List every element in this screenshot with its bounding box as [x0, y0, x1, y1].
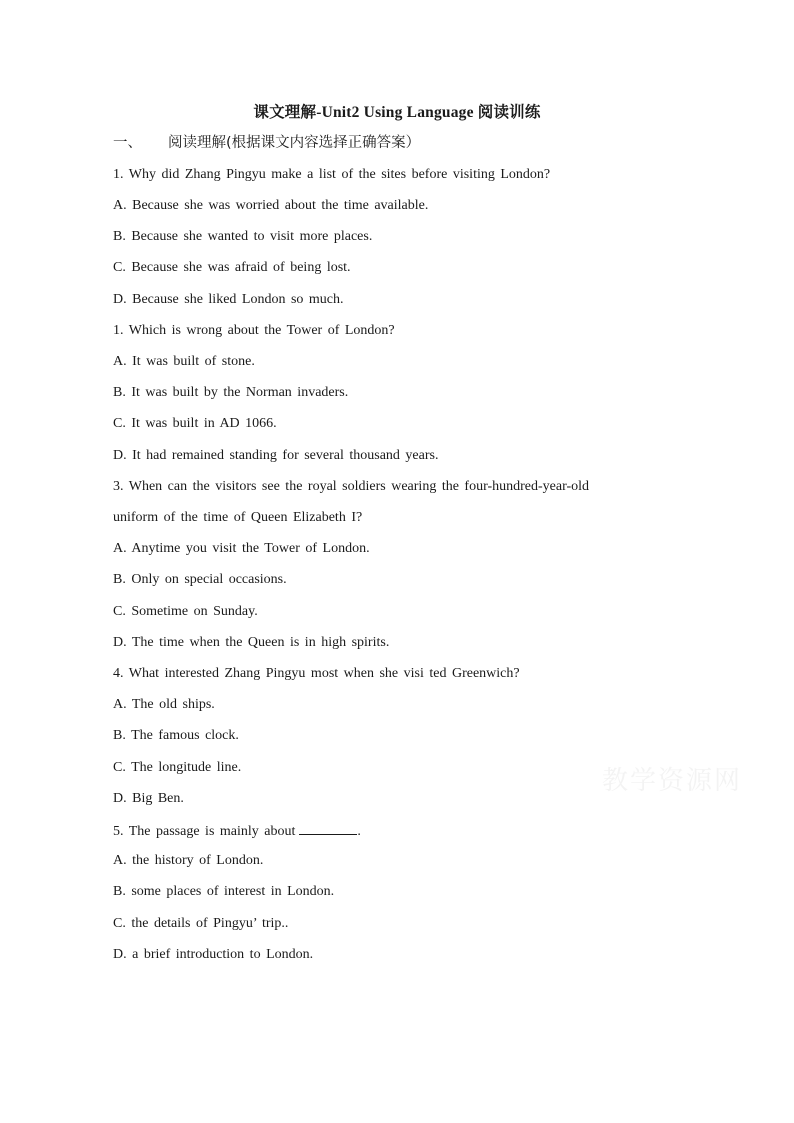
question-3-option-a: A. Anytime you visit the Tower of London. [113, 541, 370, 556]
question-1-stem: 1. Why did Zhang Pingyu make a list of the sites before visiting London? [113, 167, 551, 182]
question-4-option-c: C. The longitude line. [113, 760, 242, 775]
question-2-option-a: A. It was built of stone. [113, 354, 255, 369]
document-title: 课文理解-Unit2 Using Language 阅读训练 [253, 104, 541, 121]
question-5-option-b: B. some places of interest in London. [113, 884, 335, 899]
question-5-option-a: A. the history of London. [113, 853, 264, 868]
question-1-option-a: A. Because she was worried about the time available. [113, 198, 429, 213]
section-label: 阅读理解(根据课文内容选择正确答案） [168, 135, 421, 151]
question-4-option-b: B. The famous clock. [113, 728, 239, 743]
answer-blank [299, 821, 357, 835]
question-5-stem-tail: . [357, 824, 361, 839]
question-2-option-d: D. It had remained standing for several thousand years. [113, 448, 439, 463]
question-5-stem-text: 5. The passage is mainly about [113, 824, 296, 839]
question-5-option-c: C. the details of Pingyu’ trip.. [113, 916, 289, 931]
question-3-stem-continued: uniform of the time of Queen Elizabeth I? [113, 510, 363, 525]
section-heading [113, 133, 420, 153]
question-3-option-d: D. The time when the Queen is in high spirits. [113, 635, 390, 650]
question-5-option-d: D. a brief introduction to London. [113, 947, 314, 962]
question-3-option-c: C. Sometime on Sunday. [113, 604, 258, 619]
question-3-option-b: B. Only on special occasions. [113, 572, 287, 587]
watermark: 教学资源网 [602, 766, 743, 796]
question-1-option-b: B. Because she wanted to visit more places. [113, 229, 373, 244]
question-2-option-b: B. It was built by the Norman invaders. [113, 385, 349, 400]
question-5-stem [113, 821, 361, 841]
question-4-stem: 4. What interested Zhang Pingyu most when she visi ted Greenwich? [113, 666, 520, 681]
question-2-option-c: C. It was built in AD 1066. [113, 416, 277, 431]
question-4-option-a: A. The old ships. [113, 697, 215, 712]
question-4-option-d: D. Big Ben. [113, 791, 184, 806]
question-3-stem: 3. When can the visitors see the royal soldiers wearing the four-hundred-year-old [113, 479, 590, 494]
question-1-option-d: D. Because she liked London so much. [113, 292, 344, 307]
question-1-option-c: C. Because she was afraid of being lost. [113, 260, 351, 275]
section-number: 一、 [113, 135, 142, 151]
question-2-stem: 1. Which is wrong about the Tower of London? [113, 323, 395, 338]
